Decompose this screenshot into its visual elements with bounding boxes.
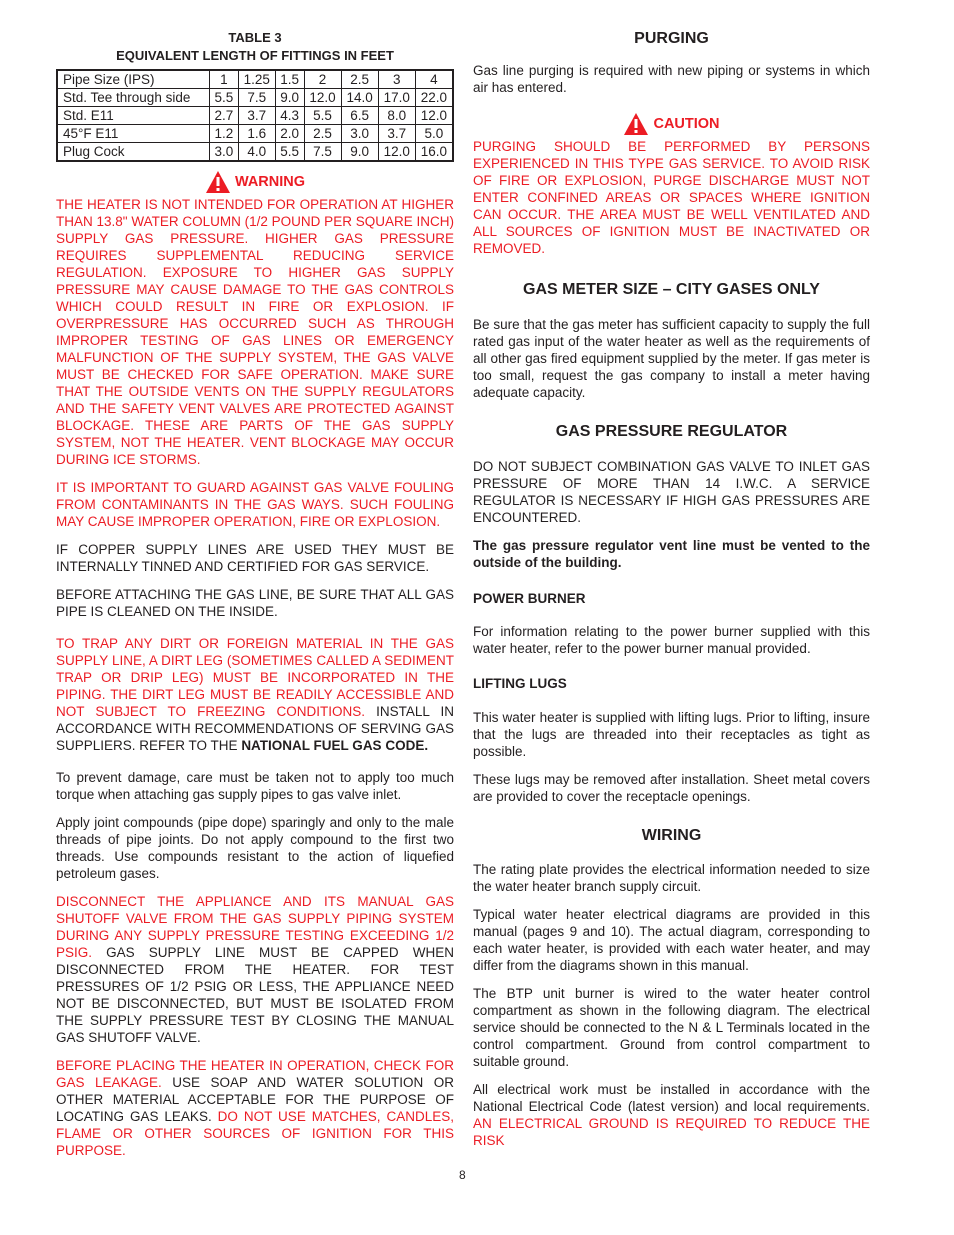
page-number: 8 xyxy=(459,1168,466,1182)
cleaning-paragraph: BEFORE ATTACHING THE GAS LINE, BE SURE THAT ALL GAS PIPE IS CLEANED ON THE INSIDE. xyxy=(56,587,454,619)
table-cell: 3.0 xyxy=(341,125,378,143)
table-cell: 14.0 xyxy=(341,89,378,107)
fouling-paragraph: IT IS IMPORTANT TO GUARD AGAINST GAS VALVE FOULING FROM CONTAMINANTS IN THE GAS WAYS. SUCH FOULING MAY CAUSE IMPROPER OPERATION, FIRE OR EXPLOSION. xyxy=(56,480,454,529)
table-cell: 22.0 xyxy=(415,89,453,107)
purging-text: Gas line purging is required with new piping or systems in which air has entered. xyxy=(473,63,870,95)
table-cell: 4.3 xyxy=(275,107,304,125)
table-cell: 16.0 xyxy=(415,143,453,162)
table-cell: 3 xyxy=(378,70,415,89)
caution-text: PURGING SHOULD BE PERFORMED BY PERSONS EXPERIENCED IN THIS TYPE GAS SERVICE. TO AVOID RISK OF FIRE OR EXPLOSION, PURGE DISCHARGE MUST NOT ENTER CONFINED AREAS OR SPACES WHERE IGNITION CAN OCCUR. THE AREA MUST BE WELL VENTILATED AND ALL SOURCES OF IGNITION MUST BE INACTIVATED OR REMOVED. xyxy=(473,139,870,256)
table-cell: 1 xyxy=(210,70,239,89)
table-cell: 12.0 xyxy=(378,143,415,162)
warning-banner: WARNING xyxy=(56,170,454,194)
fittings-table xyxy=(56,69,454,162)
wiring-text-2: Typical water heater electrical diagrams are provided in this manual (pages 9 and 10). The actual diagram, corresponding to each water heater, is provided with each water heater, and may differ from the diagrams shown in this manual. xyxy=(473,907,870,973)
gas-regulator-heading: GAS PRESSURE REGULATOR xyxy=(555,423,788,440)
left-column xyxy=(56,0,454,1159)
table-caption: TABLE 3 EQUIVALENT LENGTH OF FITTINGS IN FEET xyxy=(116,30,394,63)
row-header-cell: Std. E11 xyxy=(57,107,210,125)
table-cell: 17.0 xyxy=(378,89,415,107)
dirt-leg-paragraph: TO TRAP ANY DIRT OR FOREIGN MATERIAL IN THE GAS SUPPLY LINE, A DIRT LEG (SOMETIMES CALLED A SEDIMENT TRAP OR DRIP LEG) MUST BE INCORPORATED IN THE PIPING. THE DIRT LEG MUST BE READILY ACCESSIBLE AND NOT SUBJECT TO FREEZING CONDITIONS. INSTALL IN ACCORDANCE WITH RECOMMENDATIONS OF SERVING GAS SUPPLIERS. REFER TO THE NATIONAL FUEL GAS CODE. xyxy=(56,636,454,753)
compound-paragraph: Apply joint compounds (pipe dope) sparingly and only to the male threads of pipe joints. Do not apply compound to the first two threads. Use compounds resistant to the action of liquefied petroleum gases. xyxy=(56,815,454,881)
warning-text: THE HEATER IS NOT INTENDED FOR OPERATION AT HIGHER THAN 13.8" WATER COLUMN (1/2 POUND PER SQUARE INCH) SUPPLY GAS PRESSURE. HIGHER GAS PRESSURE REQUIRES SUPPLEMENTAL REDUCING SERVICE REGULATION. EXPOSURE TO HIGHER GAS SUPPLY PRESSURE MAY CAUSE DAMAGE TO THE GAS CONTROLS WHICH COULD RESULT IN FIRE OR EXPLOSION. IF OVERPRESSURE HAS OCCURRED SUCH AS THROUGH IMPROPER TESTING OF GAS LINES OR EMERGENCY MALFUNCTION OF THE SUPPLY SYSTEM, THE GAS VALVE MUST BE CHECKED FOR SAFE OPERATION. MAKE SURE THAT THE OUTSIDE VENTS ON THE SUPPLY REGULATORS AND THE SAFETY VENT VALVES ARE PROTECTED AGAINST BLOCKAGE. THESE ARE PARTS OF THE GAS SUPPLY SYSTEM, NOT THE HEATER. VENT BLOCKAGE MAY OCCUR DURING ICE STORMS. xyxy=(56,197,454,467)
table-cell: 1.5 xyxy=(275,70,304,89)
table-cell: 5.5 xyxy=(275,143,304,162)
table-row xyxy=(57,89,453,107)
table-cell: 3.7 xyxy=(378,125,415,143)
table-cell: 2.0 xyxy=(275,125,304,143)
caution-banner: CAUTION xyxy=(473,112,870,136)
table-cell: 5.5 xyxy=(304,107,341,125)
table-cell: 8.0 xyxy=(378,107,415,125)
power-burner-text: For information relating to the power burner supplied with this water heater, refer to the power burner manual provided. xyxy=(473,624,870,656)
wiring-text-4: All electrical work must be installed in accordance with the National Electrical Code (latest version) and local requirements. AN ELECTRICAL GROUND IS REQUIRED TO REDUCE THE RISK xyxy=(473,1082,870,1148)
power-burner-heading: POWER BURNER xyxy=(473,591,586,606)
gas-meter-text: Be sure that the gas meter has sufficient capacity to supply the full rated gas input of the water heater as well as the requirements of all other gas fired equipment supplied by the meter. If gas meter is too small, request the gas company to install a meter having adequate capacity. xyxy=(473,317,870,400)
lifting-lugs-removal-text: These lugs may be removed after installation. Sheet metal covers are provided to cover the receptacle openings. xyxy=(473,772,870,804)
table-cell: 2.7 xyxy=(210,107,239,125)
table-cell: 5.5 xyxy=(210,89,239,107)
copper-paragraph: IF COPPER SUPPLY LINES ARE USED THEY MUST BE INTERNALLY TINNED AND CERTIFIED FOR GAS SERVICE. xyxy=(56,542,454,574)
table-cell: 1.6 xyxy=(238,125,275,143)
warning-triangle-icon xyxy=(623,112,649,136)
table-row xyxy=(57,143,453,162)
table-cell: 6.5 xyxy=(341,107,378,125)
table-cell: 4.0 xyxy=(238,143,275,162)
torque-paragraph: To prevent damage, care must be taken not to apply too much torque when attaching gas supply pipes to gas valve inlet. xyxy=(56,770,454,802)
table-cell: 2.5 xyxy=(341,70,378,89)
table-cell: 7.5 xyxy=(304,143,341,162)
table-cell: 3.7 xyxy=(238,107,275,125)
table-row xyxy=(57,107,453,125)
table-cell: 5.0 xyxy=(415,125,453,143)
warning-triangle-icon xyxy=(205,170,231,194)
row-header-cell: Std. Tee through side xyxy=(57,89,210,107)
disconnect-paragraph: DISCONNECT THE APPLIANCE AND ITS MANUAL GAS SHUTOFF VALVE FROM THE GAS SUPPLY PIPING SYSTEM DURING ANY SUPPLY PRESSURE TESTING EXCEEDING 1/2 PSIG. GAS SUPPLY LINE MUST BE CAPPED WHEN DISCONNECTED FROM THE HEATER. FOR TEST PRESSURES OF 1/2 PSIG OR LESS, THE APPLIANCE NEED NOT BE DISCONNECTED, BUT MUST BE ISOLATED FROM THE SUPPLY PRESSURE TEST BY CLOSING THE MANUAL GAS SHUTOFF VALVE. xyxy=(56,894,454,1045)
wiring-text-1: The rating plate provides the electrical information needed to size the water heater branch supply circuit. xyxy=(473,862,870,894)
row-header-cell: 45°F E11 xyxy=(57,125,210,143)
table-cell: 9.0 xyxy=(275,89,304,107)
table-cell: 12.0 xyxy=(304,89,341,107)
table-cell: 12.0 xyxy=(415,107,453,125)
gas-meter-heading: GAS METER SIZE – CITY GASES ONLY xyxy=(523,281,820,298)
lifting-lugs-text: This water heater is supplied with lifting lugs. Prior to lifting, insure that the lugs are threaded into their receptacles as tight as possible. xyxy=(473,710,870,759)
wiring-heading: WIRING xyxy=(641,827,702,844)
table-row xyxy=(57,125,453,143)
table-cell: 4 xyxy=(415,70,453,89)
table-cell: 3.0 xyxy=(210,143,239,162)
lifting-lugs-heading: LIFTING LUGS xyxy=(473,676,567,691)
right-column xyxy=(473,0,870,1149)
wiring-text-3: The BTP unit burner is wired to the water heater control compartment as shown in the following diagram. The electrical service should be connected to the N & L Terminals located in the control compartment. Ground from control compartment to suitable ground. xyxy=(473,986,870,1069)
table-cell: 1.25 xyxy=(238,70,275,89)
gas-regulator-text: DO NOT SUBJECT COMBINATION GAS VALVE TO INLET GAS PRESSURE OF MORE THAN 14 I.W.C. A SERVICE REGULATOR IS NECESSARY IF HIGH GAS PRESSURES ARE ENCOUNTERED. xyxy=(473,459,870,525)
table-row xyxy=(57,70,453,89)
table-cell: 2.5 xyxy=(304,125,341,143)
leak-check-paragraph: BEFORE PLACING THE HEATER IN OPERATION, CHECK FOR GAS LEAKAGE. USE SOAP AND WATER SOLUTION OR OTHER MATERIAL ACCEPTABLE FOR THE PURPOSE OF LOCATING GAS LEAKS. DO NOT USE MATCHES, CANDLES, FLAME OR OTHER SOURCES OF IGNITION FOR THIS PURPOSE. xyxy=(56,1058,454,1158)
purging-heading: PURGING xyxy=(634,30,709,47)
vent-line-note: The gas pressure regulator vent line must be vented to the outside of the building. xyxy=(473,538,870,570)
table-cell: 9.0 xyxy=(341,143,378,162)
row-header-cell: Pipe Size (IPS) xyxy=(57,70,210,89)
table-cell: 2 xyxy=(304,70,341,89)
row-header-cell: Plug Cock xyxy=(57,143,210,162)
table-cell: 1.2 xyxy=(210,125,239,143)
table-cell: 7.5 xyxy=(238,89,275,107)
